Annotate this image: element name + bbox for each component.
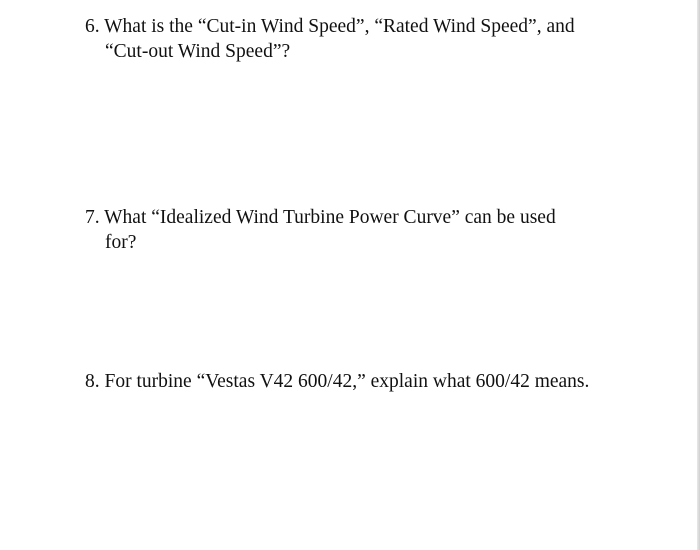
question-7: [85, 205, 645, 255]
question-6: [85, 14, 645, 64]
question-6-line-1: 6. What is the “Cut-in Wind Speed”, “Rated Wind Speed”, and: [85, 16, 575, 37]
question-7-line-1: 7. What “Idealized Wind Turbine Power Curve” can be used: [85, 207, 556, 228]
question-8: [85, 369, 645, 394]
question-6-line-2: “Cut-out Wind Speed”?: [105, 41, 291, 62]
question-8-line-1: 8. For turbine “Vestas V42 600/42,” explain what 600/42 means.: [85, 371, 590, 392]
question-7-line-2: for?: [105, 232, 137, 253]
